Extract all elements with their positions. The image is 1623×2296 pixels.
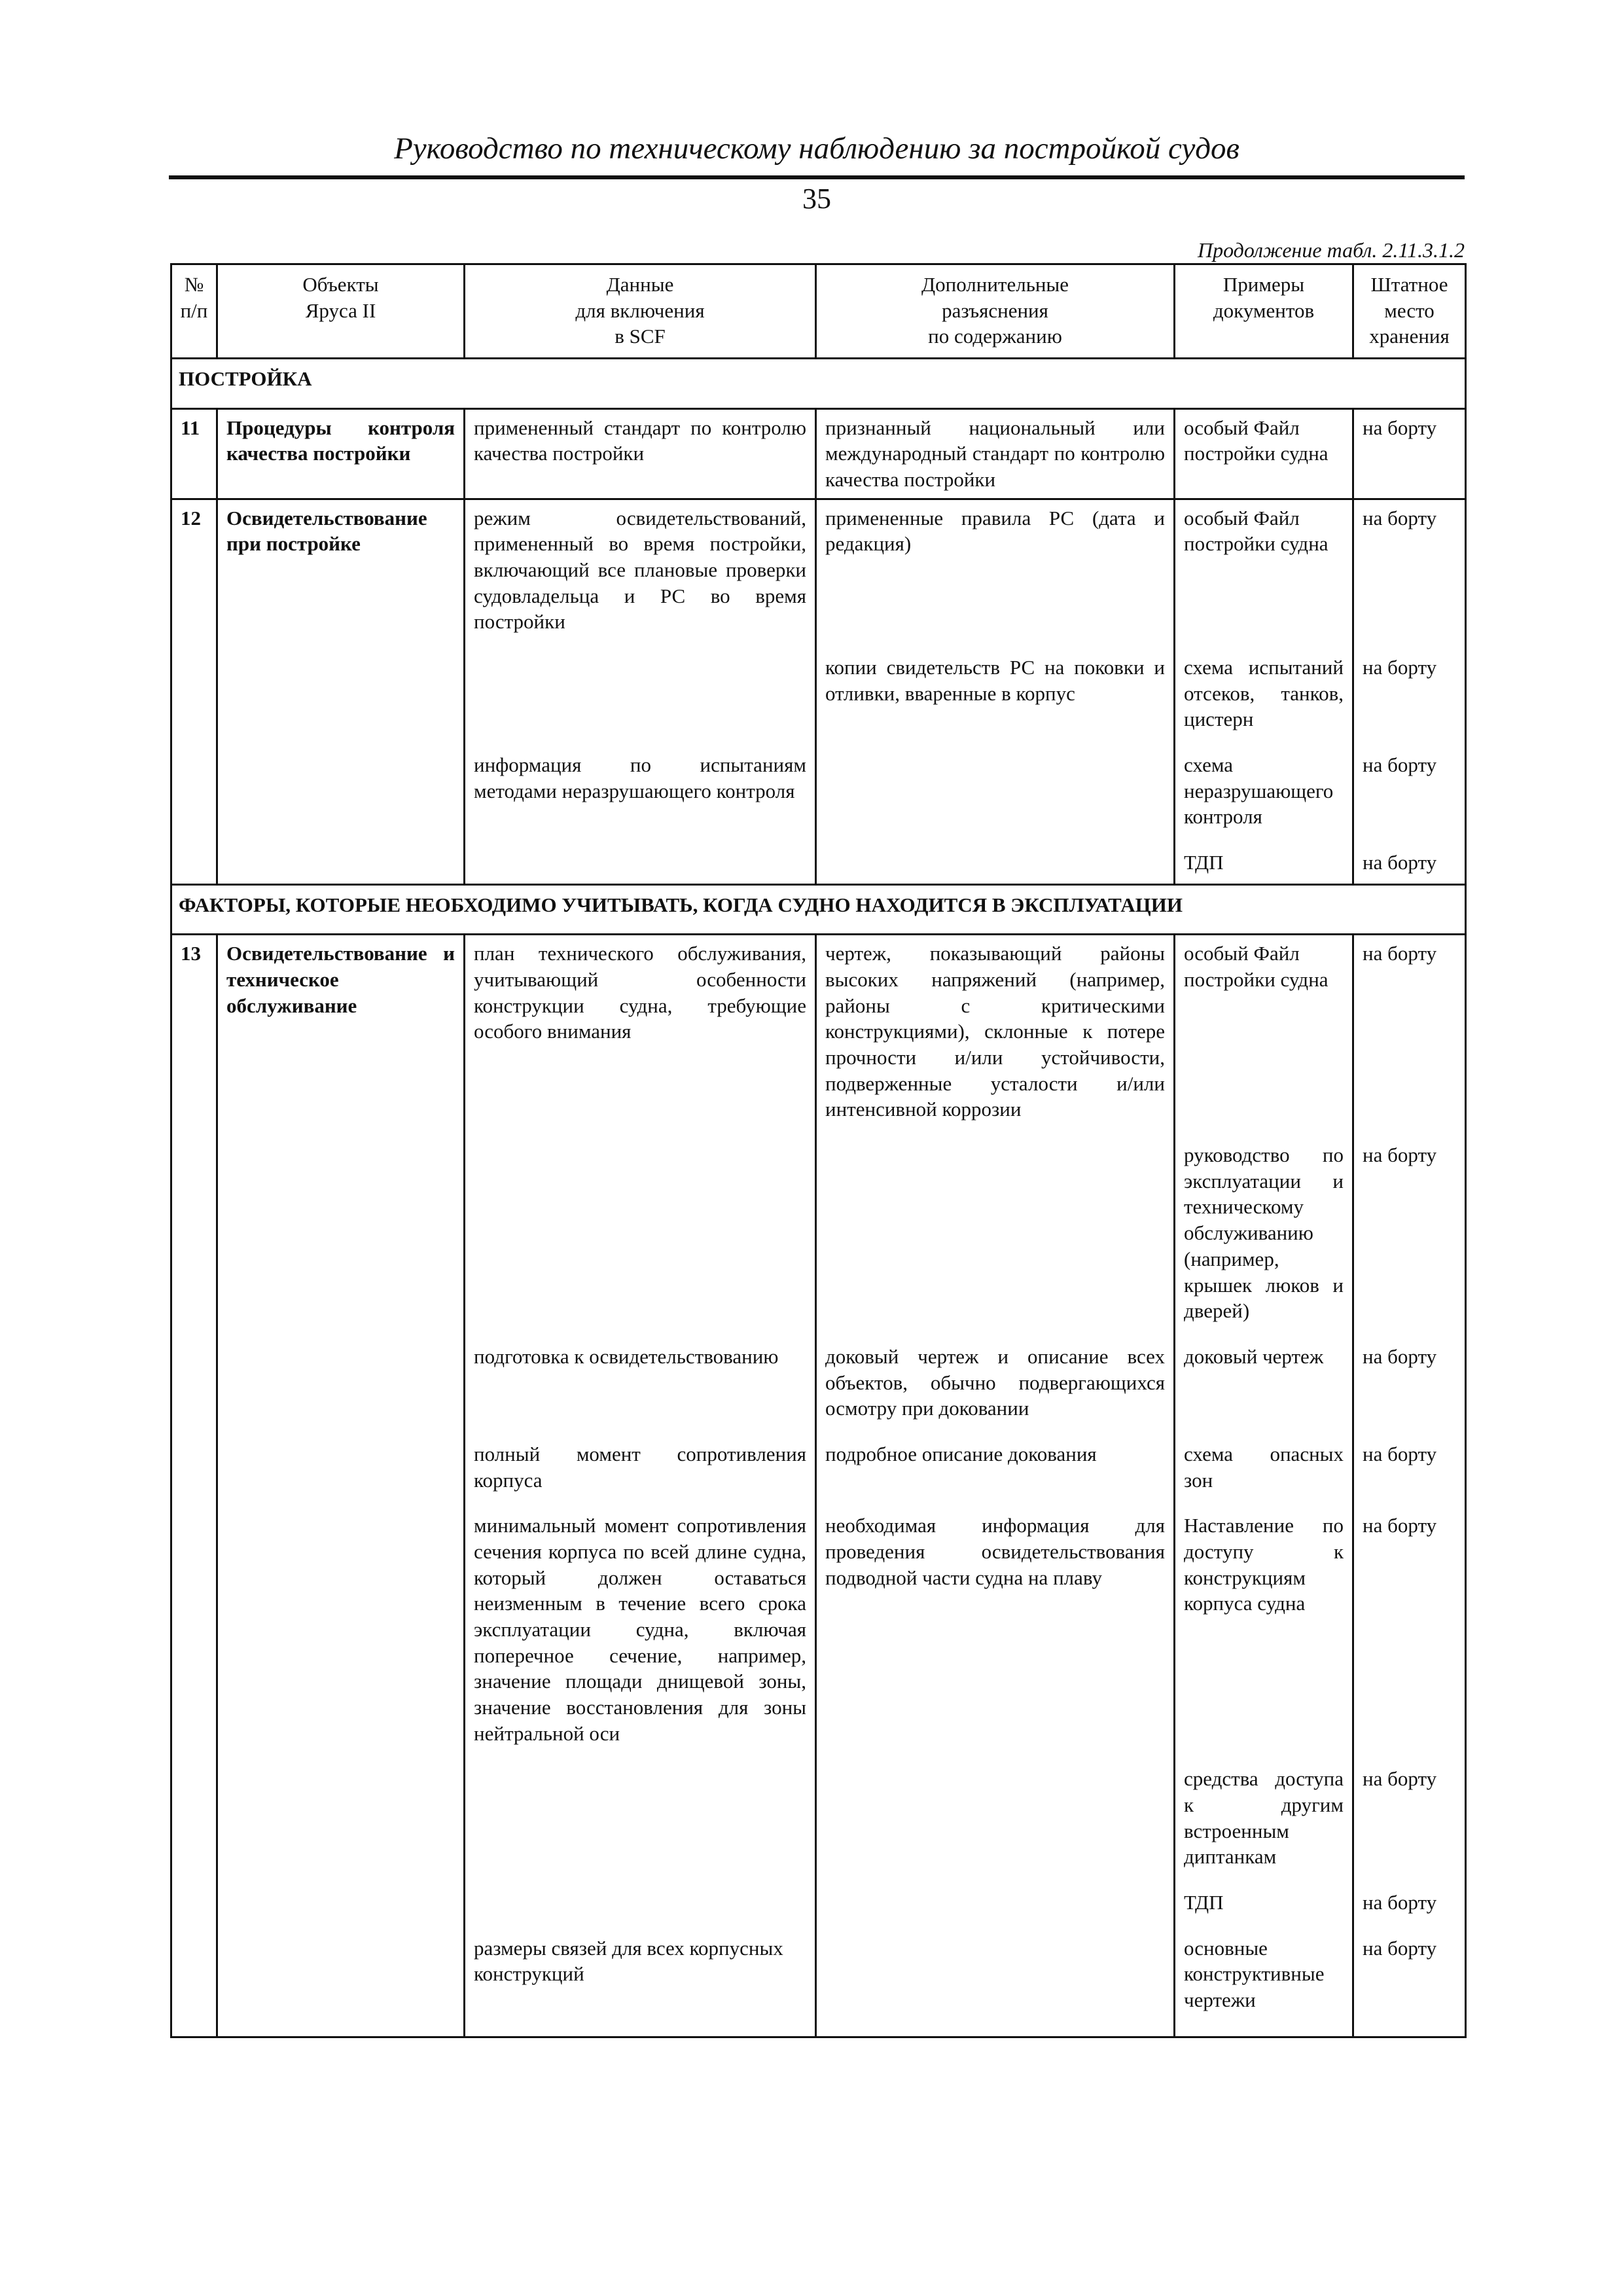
row-explanation: подробное описание докования — [816, 1427, 1175, 1498]
row-document: схема опасных зон — [1175, 1427, 1353, 1498]
row-data: размеры связей для всех корпусных конструкций — [465, 1921, 816, 2037]
row-object: Освидетельствование при постройке — [217, 499, 465, 640]
table-row — [171, 1921, 1466, 2037]
row-number — [171, 1875, 217, 1921]
table-row — [171, 499, 1466, 640]
row-explanation — [816, 1751, 1175, 1875]
row-number — [171, 1128, 217, 1329]
row-object — [217, 1427, 465, 1498]
row-document: особый Файл постройки судна — [1175, 935, 1353, 1128]
row-data: режим освидетельствований, примененный во время постройки, включающий все плановые проверки судовладельца и РС во время постройки — [465, 499, 816, 640]
table-row — [171, 1751, 1466, 1875]
row-number — [171, 1498, 217, 1751]
row-number — [171, 835, 217, 884]
table-row — [171, 408, 1466, 499]
row-storage: на борту — [1353, 1329, 1466, 1427]
column-header-objects: Объекты Яруса II — [217, 264, 465, 359]
row-number: 11 — [171, 408, 217, 499]
row-storage: на борту — [1353, 640, 1466, 738]
row-storage: на борту — [1353, 499, 1466, 640]
row-data — [465, 1751, 816, 1875]
header-rule — [169, 175, 1465, 179]
row-document: руководство по эксплуатации и техническому обслуживанию (например, крышек люков и дверей) — [1175, 1128, 1353, 1329]
row-number: 13 — [171, 935, 217, 1128]
row-storage: на борту — [1353, 1427, 1466, 1498]
row-storage: на борту — [1353, 1875, 1466, 1921]
row-number — [171, 738, 217, 835]
row-data — [465, 1875, 816, 1921]
running-header: Руководство по техническому наблюдению за постройкой судов — [394, 132, 1240, 166]
row-storage: на борту — [1353, 408, 1466, 499]
row-data: информация по испытаниям методами неразрушающего контроля — [465, 738, 816, 835]
table-continuation-label: Продолжение табл. 2.11.3.1.2 — [1197, 238, 1465, 262]
row-object — [217, 1921, 465, 2037]
row-object — [217, 1498, 465, 1751]
row-storage: на борту — [1353, 835, 1466, 884]
section-title: ФАКТОРЫ, КОТОРЫЕ НЕОБХОДИМО УЧИТЫВАТЬ, КОГДА СУДНО НАХОДИТСЯ В ЭКСПЛУАТАЦИИ — [171, 884, 1466, 935]
row-number: 12 — [171, 499, 217, 640]
table-row — [171, 1498, 1466, 1751]
row-explanation: чертеж, показывающий районы высоких напряжений (например, районы с критическими конструкциями), склонные к потере прочности и/или устойчивости, подверженные усталости и/или интенсивной коррозии — [816, 935, 1175, 1128]
row-number — [171, 1751, 217, 1875]
row-object — [217, 1875, 465, 1921]
row-document: Наставление по доступу к конструкциям корпуса судна — [1175, 1498, 1353, 1751]
row-object: Процедуры контроля качества постройки — [217, 408, 465, 499]
section-row — [171, 359, 1466, 409]
row-explanation — [816, 1921, 1175, 2037]
section-row — [171, 884, 1466, 935]
row-document: схема испытаний отсеков, танков, цистерн — [1175, 640, 1353, 738]
row-explanation: признанный национальный или международный стандарт по контролю качества постройки — [816, 408, 1175, 499]
table-row — [171, 1427, 1466, 1498]
row-data: подготовка к освидетельствованию — [465, 1329, 816, 1427]
table-row — [171, 738, 1466, 835]
row-storage: на борту — [1353, 1128, 1466, 1329]
row-data: план технического обслуживания, учитывающий особенности конструкции судна, требующие особого внимания — [465, 935, 816, 1128]
table-row — [171, 1329, 1466, 1427]
row-document: ТДП — [1175, 1875, 1353, 1921]
row-document: ТДП — [1175, 835, 1353, 884]
row-object — [217, 1751, 465, 1875]
row-data — [465, 640, 816, 738]
row-object — [217, 1128, 465, 1329]
row-explanation — [816, 835, 1175, 884]
row-document: основные конструктивные чертежи — [1175, 1921, 1353, 2037]
column-header-number: № п/п — [171, 264, 217, 359]
row-object — [217, 738, 465, 835]
column-header-data: Данные для включения в SCF — [465, 264, 816, 359]
row-number — [171, 1329, 217, 1427]
row-explanation: необходимая информация для проведения освидетельствования подводной части судна на плаву — [816, 1498, 1175, 1751]
row-document: особый Файл постройки судна — [1175, 408, 1353, 499]
row-storage: на борту — [1353, 738, 1466, 835]
column-header-explanations: Дополнительные разъяснения по содержанию — [816, 264, 1175, 359]
row-storage: на борту — [1353, 1498, 1466, 1751]
row-storage: на борту — [1353, 935, 1466, 1128]
row-explanation: копии свидетельств РС на поковки и отливки, вваренные в корпус — [816, 640, 1175, 738]
row-number — [171, 640, 217, 738]
row-object: Освидетельствование и техническое обслуживание — [217, 935, 465, 1128]
row-number — [171, 1427, 217, 1498]
table-header-row — [171, 264, 1466, 359]
row-data: примененный стандарт по контролю качества постройки — [465, 408, 816, 499]
row-storage: на борту — [1353, 1751, 1466, 1875]
row-document: схема неразрушающего контроля — [1175, 738, 1353, 835]
requirements-table — [170, 263, 1467, 2038]
row-explanation — [816, 738, 1175, 835]
row-data: минимальный момент сопротивления сечения корпуса по всей длине судна, который должен оставаться неизменным в течение всего срока эксплуатации судна, включая поперечное сечение, например, значение площади днищевой зоны, значение восстановления для зоны нейтральной оси — [465, 1498, 816, 1751]
row-data: полный момент сопротивления корпуса — [465, 1427, 816, 1498]
section-title: ПОСТРОЙКА — [171, 359, 1466, 409]
row-data — [465, 835, 816, 884]
row-object — [217, 835, 465, 884]
table-row — [171, 835, 1466, 884]
row-document: особый Файл постройки судна — [1175, 499, 1353, 640]
row-object — [217, 640, 465, 738]
table-row — [171, 640, 1466, 738]
row-object — [217, 1329, 465, 1427]
row-explanation: примененные правила РС (дата и редакция) — [816, 499, 1175, 640]
row-document: средства доступа к другим встроенным диптанкам — [1175, 1751, 1353, 1875]
row-storage: на борту — [1353, 1921, 1466, 2037]
table-row — [171, 935, 1466, 1128]
row-number — [171, 1921, 217, 2037]
table-row — [171, 1875, 1466, 1921]
row-explanation — [816, 1875, 1175, 1921]
column-header-storage: Штатное место хранения — [1353, 264, 1466, 359]
row-data — [465, 1128, 816, 1329]
column-header-documents: Примеры документов — [1175, 264, 1353, 359]
row-explanation: доковый чертеж и описание всех объектов, обычно подвергающихся осмотру при доковании — [816, 1329, 1175, 1427]
page-number: 35 — [802, 183, 831, 215]
row-document: доковый чертеж — [1175, 1329, 1353, 1427]
row-explanation — [816, 1128, 1175, 1329]
table-row — [171, 1128, 1466, 1329]
